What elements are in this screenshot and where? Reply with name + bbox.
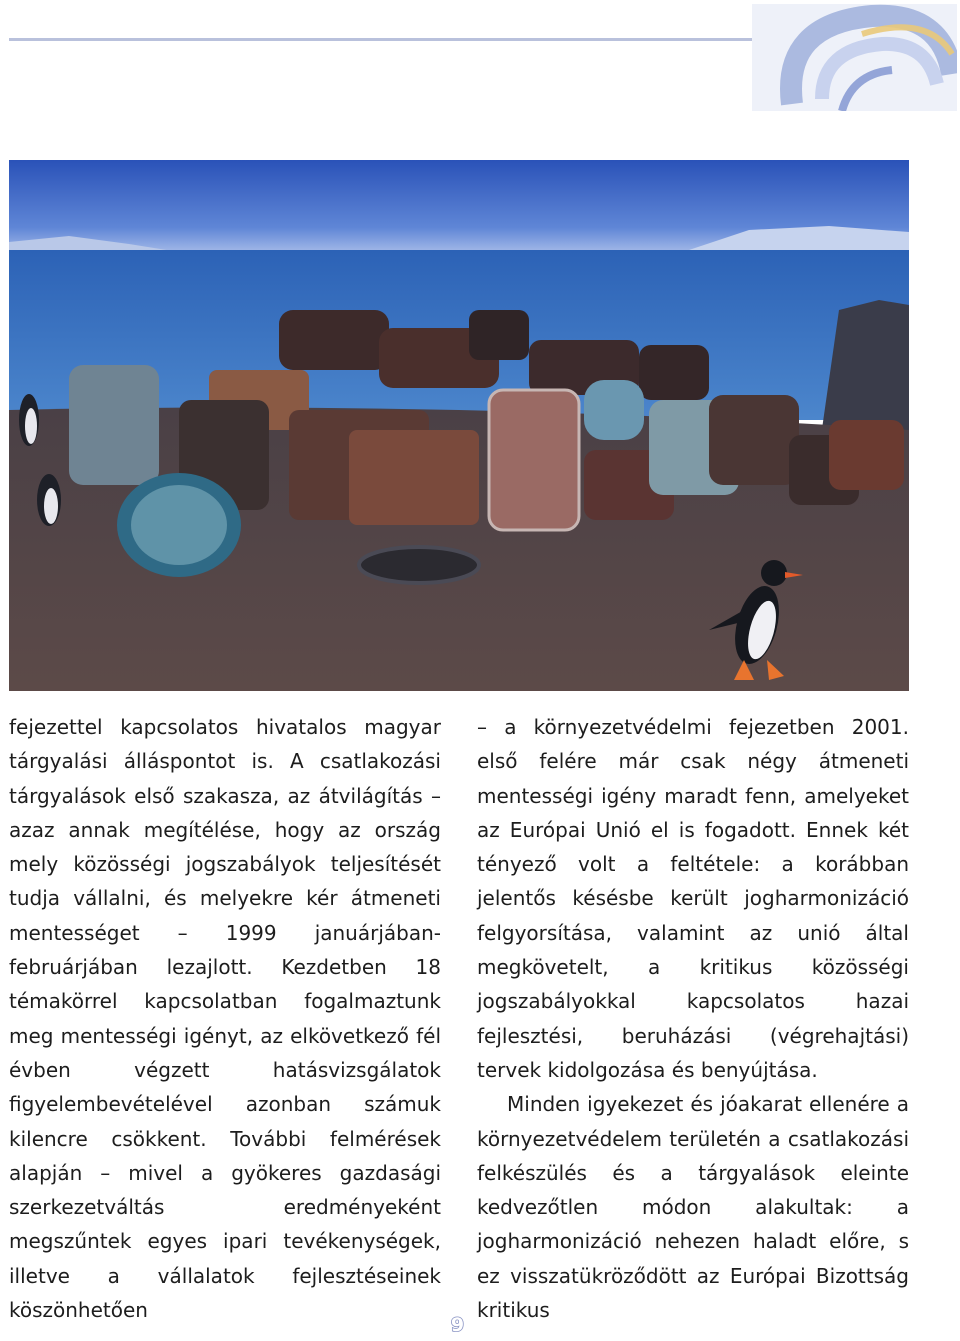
right-paragraph-2: Minden igyekezet és jóakarat ellenére a környezetvédelem területén a csatlakozási felkészülés és a tárgyalások eleinte kedvezőtlen módon alakultak: a jogharmonizáció nehezen haladt előre, s ez visszatükröződött az Európai Bizottság kritikus: [477, 1092, 909, 1323]
logo-icon: [752, 4, 957, 111]
text-column-left: [9, 710, 441, 1327]
left-paragraph: fejezettel kapcsolatos hivatalos magyar tárgyalási álláspontot is. A csatlakozási tárgyalások első szakasza, az átvilágítás – azaz annak megítélése, hogy az ország mely közösségi jogszabályok teljesítését tudja vállalni, és melyekre kér átmeneti mentességet – 1999 januárjában-februárjában lezajlott. Kezdetben 18 témakörrel kapcsolatban fogalmaztunk meg mentességi igényt, az elkövetkező fél évben végzett hatásvizsgálatok figyelembevételével azonban számuk kilencre csökkent. További felmérések alapján – mivel a gyökeres gazdasági szerkezetváltás eredményeként megszűntek egyes ipari tevékenységek, illetve a vállalatok fejlesztéseinek köszönhetően: [9, 715, 441, 1323]
antarctic-waste-photo: [9, 160, 909, 691]
page-number: 9: [450, 1314, 466, 1336]
right-paragraph-1: – a környezetvédelmi fejezetben 2001. első felére már csak négy átmeneti mentességi igény maradt fenn, amelyeket az Európai Unió el is fogadott. Ennek két tényező volt a feltétele: a korábban jelentős késésbe került jogharmonizáció felgyorsítása, valamint az unió által megkövetelt, a kritikus közösségi jogszabályokkal kapcsolatos hazai fejlesztési, beruházási (végrehajtási) tervek kidolgozása és benyújtása.: [477, 715, 909, 1082]
text-column-right: [477, 710, 909, 1327]
